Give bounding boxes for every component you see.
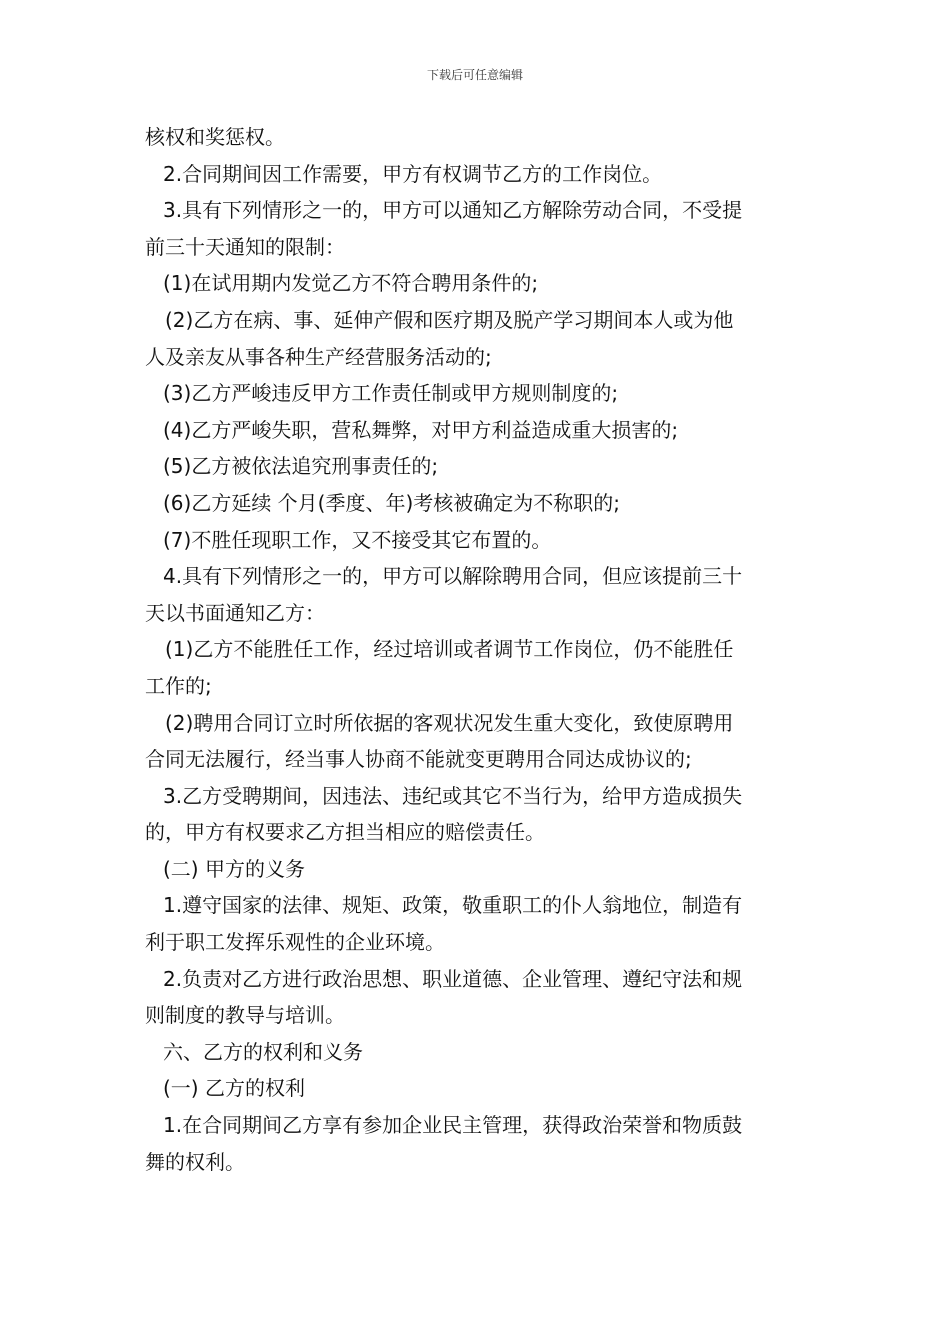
text-line: 人及亲友从事各种生产经营服务活动的; xyxy=(145,344,492,369)
page-header: 下载后可任意编辑 xyxy=(426,68,523,82)
text-line: 合同无法履行，经当事人协商不能就变更聘用合同达成协议的; xyxy=(145,747,692,772)
text-line: 利于职工发挥乐观性的企业环境。 xyxy=(145,930,445,955)
text-line: 1.在合同期间乙方享有参加企业民主管理，获得政治荣誉和物质鼓 xyxy=(163,1113,743,1138)
text-line: (5)乙方被依法追究刑事责任的; xyxy=(163,454,439,479)
text-line: 工作的; xyxy=(145,673,212,698)
text-line: 4.具有下列情形之一的，甲方可以解除聘用合同，但应该提前三十 xyxy=(163,564,743,589)
text-line: 2.合同期间因工作需要，甲方有权调节乙方的工作岗位。 xyxy=(163,161,663,186)
text-line: (2)聘用合同订立时所依据的客观状况发生重大变化，致使原聘用 xyxy=(165,710,734,735)
section-heading: (二) 甲方的义务 xyxy=(163,856,305,881)
document-body xyxy=(145,119,810,1180)
text-line: (7)不胜任现职工作，又不接受其它布置的。 xyxy=(163,527,552,552)
text-line: (6)乙方延续 个月(季度、年)考核被确定为不称职的; xyxy=(163,490,621,515)
text-line: (4)乙方严峻失职，营私舞弊，对甲方利益造成重大损害的; xyxy=(163,417,679,442)
text-line: (3)乙方严峻违反甲方工作责任制或甲方规则制度的; xyxy=(163,381,619,406)
text-line: 前三十天通知的限制： xyxy=(145,234,345,259)
text-line: 3.乙方受聘期间，因违法、违纪或其它不当行为，给甲方造成损失 xyxy=(163,783,743,808)
text-line: 的，甲方有权要求乙方担当相应的赔偿责任。 xyxy=(145,820,545,845)
text-line: (1)在试用期内发觉乙方不符合聘用条件的; xyxy=(163,271,539,296)
text-line: 2.负责对乙方进行政治思想、职业道德、企业管理、遵纪守法和规 xyxy=(163,966,743,991)
text-line: (2)乙方在病、事、延伸产假和医疗期及脱产学习期间本人或为他 xyxy=(165,307,734,332)
section-heading: (一) 乙方的权利 xyxy=(163,1076,305,1101)
text-line: 舞的权利。 xyxy=(145,1149,245,1174)
text-line: (1)乙方不能胜任工作，经过培训或者调节工作岗位，仍不能胜任 xyxy=(165,637,734,662)
text-line: 1.遵守国家的法律、规矩、政策，敬重职工的仆人翁地位，制造有 xyxy=(163,893,743,918)
text-line: 天以书面通知乙方： xyxy=(145,600,325,625)
text-line: 核权和奖惩权。 xyxy=(145,125,285,149)
text-line: 则制度的教导与培训。 xyxy=(145,1003,345,1028)
section-heading: 六、乙方的权利和义务 xyxy=(163,1039,363,1064)
text-line: 3.具有下列情形之一的，甲方可以通知乙方解除劳动合同，不受提 xyxy=(163,198,743,223)
